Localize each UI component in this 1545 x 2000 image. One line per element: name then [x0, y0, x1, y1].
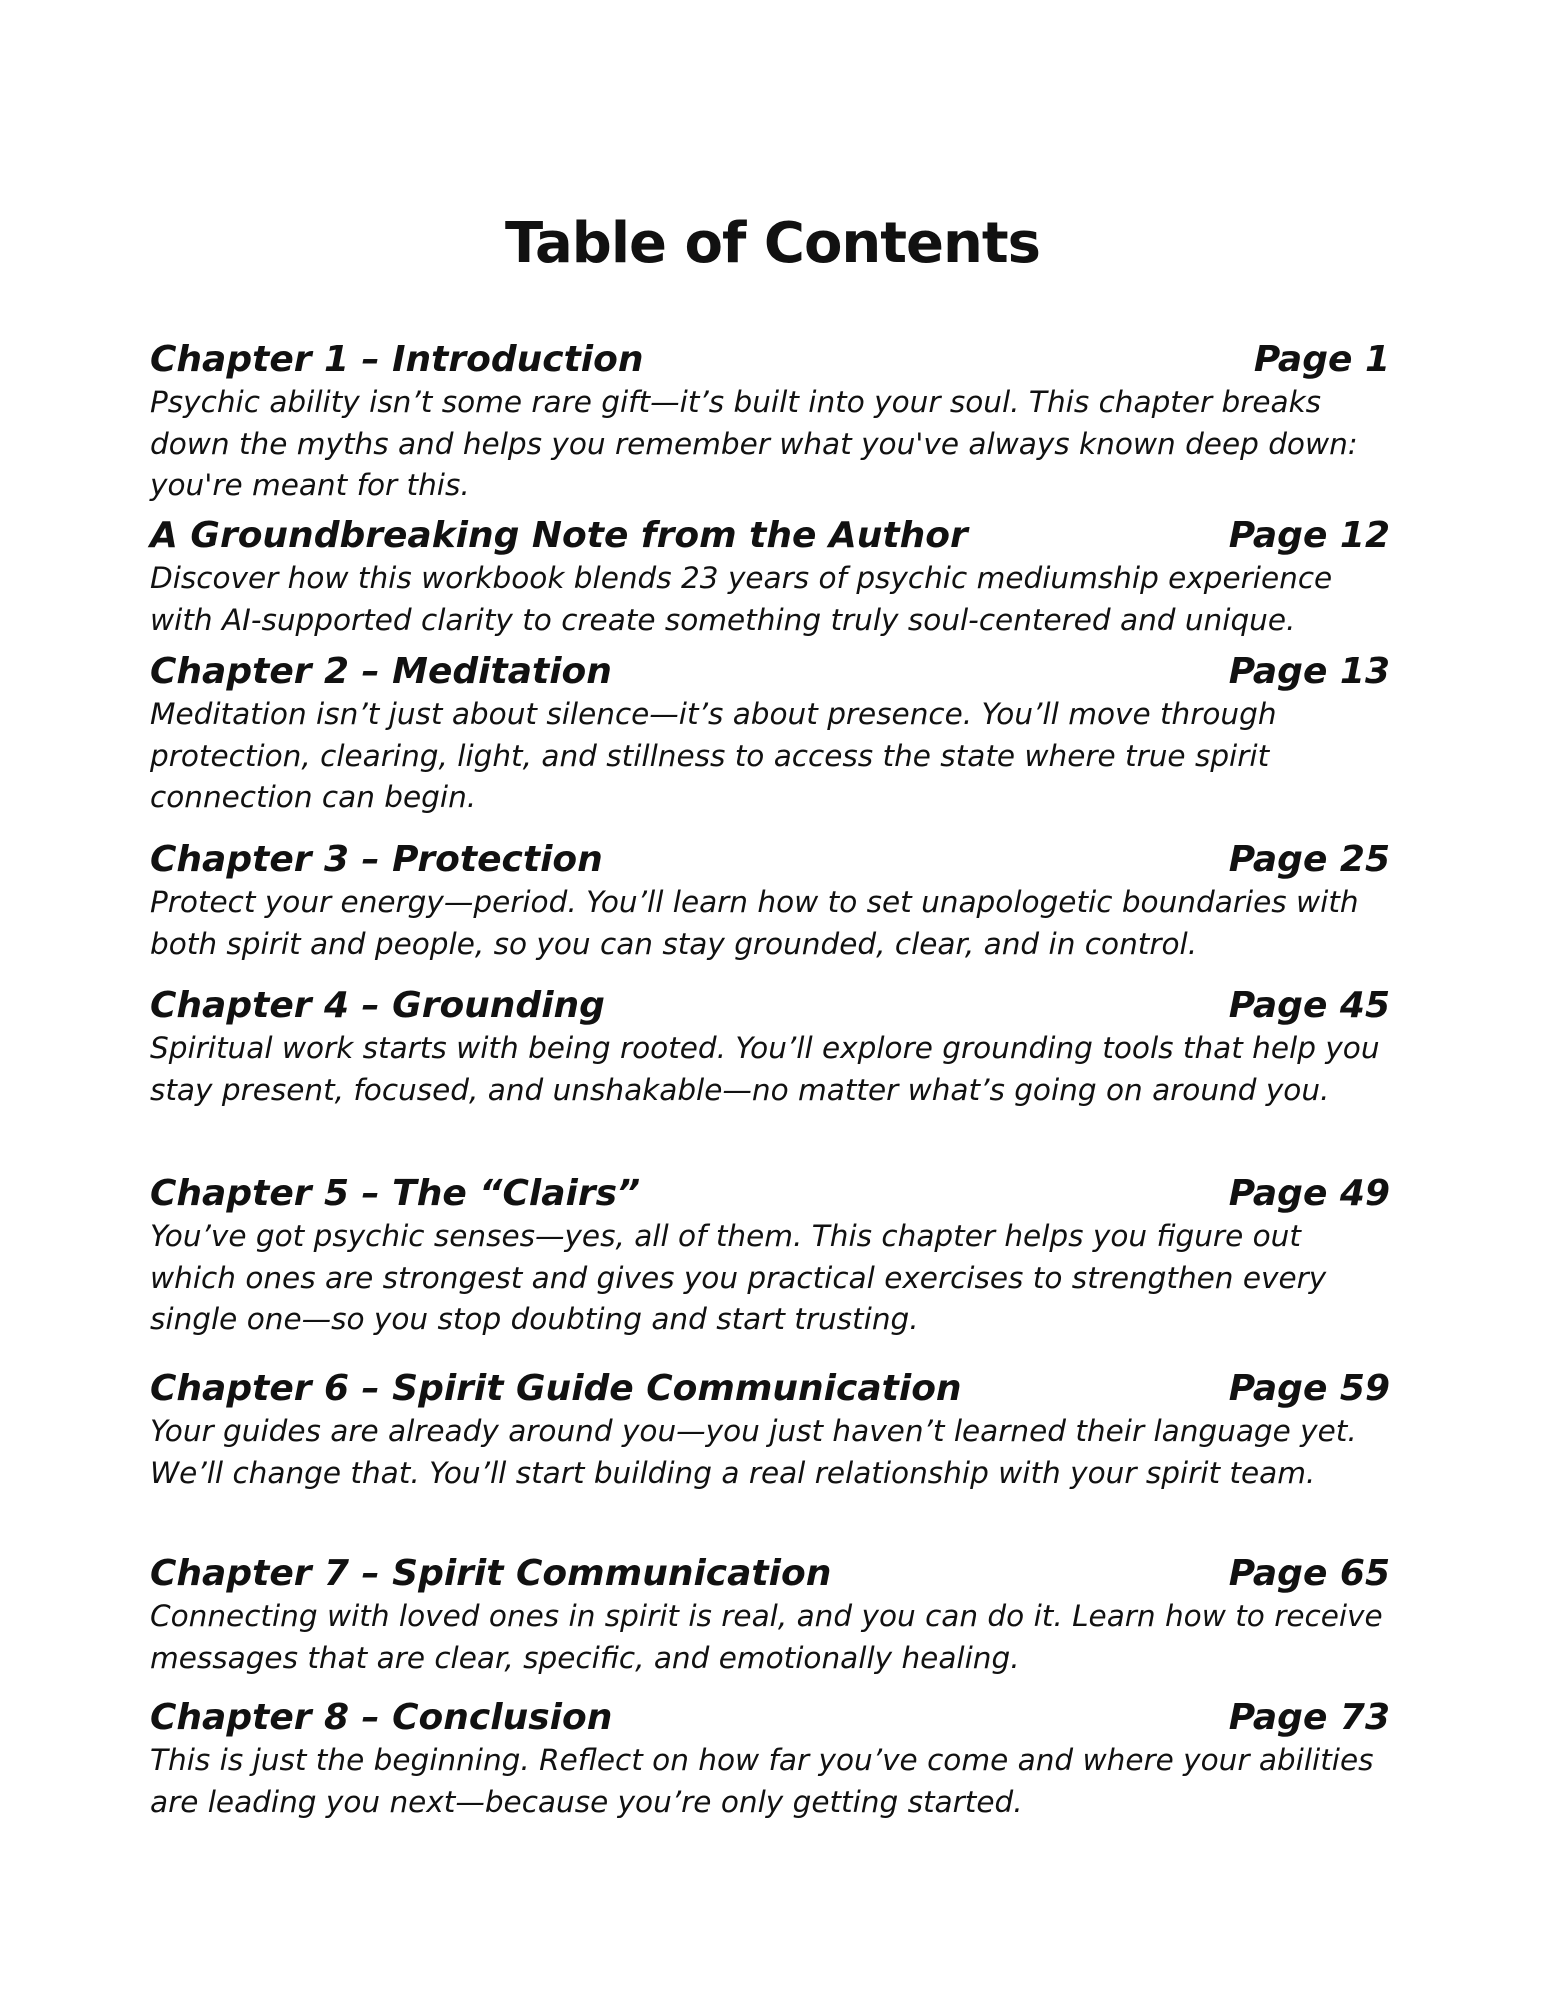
toc-entry-author-note[interactable] [150, 514, 1390, 641]
toc-entry-title: Chapter 2 – Meditation [150, 651, 612, 692]
toc-entry-page: Page 73 [1228, 1697, 1390, 1738]
toc-entry-title: Chapter 4 – Grounding [150, 985, 605, 1026]
toc-entry-title: Chapter 6 – Spirit Guide Communication [150, 1368, 962, 1409]
toc-entry-description: This is just the beginning. Reflect on how far you’ve come and where your abilities are leading you next—because you’re only getting started. [150, 1743, 1374, 1819]
toc-entry-header [150, 338, 1390, 382]
toc-entry-description: Meditation isn’t just about silence—it’s about presence. You’ll move through protection, clearing, light, and stillness to access the state where true spirit connection can begin. [150, 697, 1277, 814]
toc-entry-header [150, 984, 1390, 1028]
toc-entry-page: Page 25 [1228, 839, 1390, 880]
toc-entry-description: Your guides are already around you—you just haven’t learned their language yet. We’ll change that. You’ll start building a real relationship with your spirit team. [150, 1414, 1357, 1490]
toc-entry-page: Page 45 [1228, 985, 1390, 1026]
toc-entry-title: Chapter 7 – Spirit Communication [150, 1553, 832, 1594]
toc-entry-title: Chapter 1 – Introduction [150, 339, 644, 380]
toc-entry-page: Page 49 [1228, 1173, 1390, 1214]
toc-entry-header [150, 1367, 1390, 1411]
toc-entry-header [150, 650, 1390, 694]
toc-entry-chapter-1[interactable] [150, 338, 1390, 507]
toc-entry-description: Connecting with loved ones in spirit is real, and you can do it. Learn how to receive messages that are clear, specific, and emotionally healing. [150, 1599, 1383, 1675]
toc-entry-title: A Groundbreaking Note from the Author [150, 515, 968, 556]
toc-entry-title: Chapter 5 – The “Clairs” [150, 1173, 641, 1214]
toc-entry-header [150, 1552, 1390, 1596]
toc-entry-page: Page 13 [1228, 651, 1390, 692]
toc-entry-header [150, 1696, 1390, 1740]
toc-entry-description: Psychic ability isn’t some rare gift—it’s built into your soul. This chapter breaks down the myths and helps you remember what you've always known deep down: you're meant for this. [150, 385, 1358, 502]
toc-entry-description: Spiritual work starts with being rooted. You’ll explore grounding tools that help you stay present, focused, and unshakable—no matter what’s going on around you. [150, 1031, 1380, 1107]
toc-entry-chapter-7[interactable] [150, 1552, 1390, 1679]
toc-entry-description: Protect your energy—period. You’ll learn how to set unapologetic boundaries with both spirit and people, so you can stay grounded, clear, and in control. [150, 885, 1359, 961]
toc-entry-chapter-4[interactable] [150, 984, 1390, 1111]
toc-entry-description: You’ve got psychic senses—yes, all of them. This chapter helps you figure out which ones are strongest and gives you practical exercises to strengthen every single one—so you stop doubting and start trusting. [150, 1219, 1327, 1336]
toc-entry-chapter-3[interactable] [150, 838, 1390, 965]
toc-entry-chapter-8[interactable] [150, 1696, 1390, 1823]
toc-entry-page: Page 1 [1253, 339, 1390, 380]
toc-entry-chapter-2[interactable] [150, 650, 1390, 819]
toc-entry-header [150, 838, 1390, 882]
toc-entry-page: Page 65 [1228, 1553, 1390, 1594]
toc-entry-header [150, 514, 1390, 558]
toc-entry-description: Discover how this workbook blends 23 years of psychic mediumship experience with AI-supported clarity to create something truly soul-centered and unique. [150, 561, 1333, 637]
toc-entry-header [150, 1172, 1390, 1216]
toc-entry-page: Page 59 [1228, 1368, 1390, 1409]
toc-entry-chapter-5[interactable] [150, 1172, 1390, 1341]
toc-entry-chapter-6[interactable] [150, 1367, 1390, 1494]
toc-entry-title: Chapter 8 – Conclusion [150, 1697, 613, 1738]
toc-entry-page: Page 12 [1228, 515, 1390, 556]
page-title: Table of Contents [504, 211, 1040, 276]
toc-entry-title: Chapter 3 – Protection [150, 839, 603, 880]
